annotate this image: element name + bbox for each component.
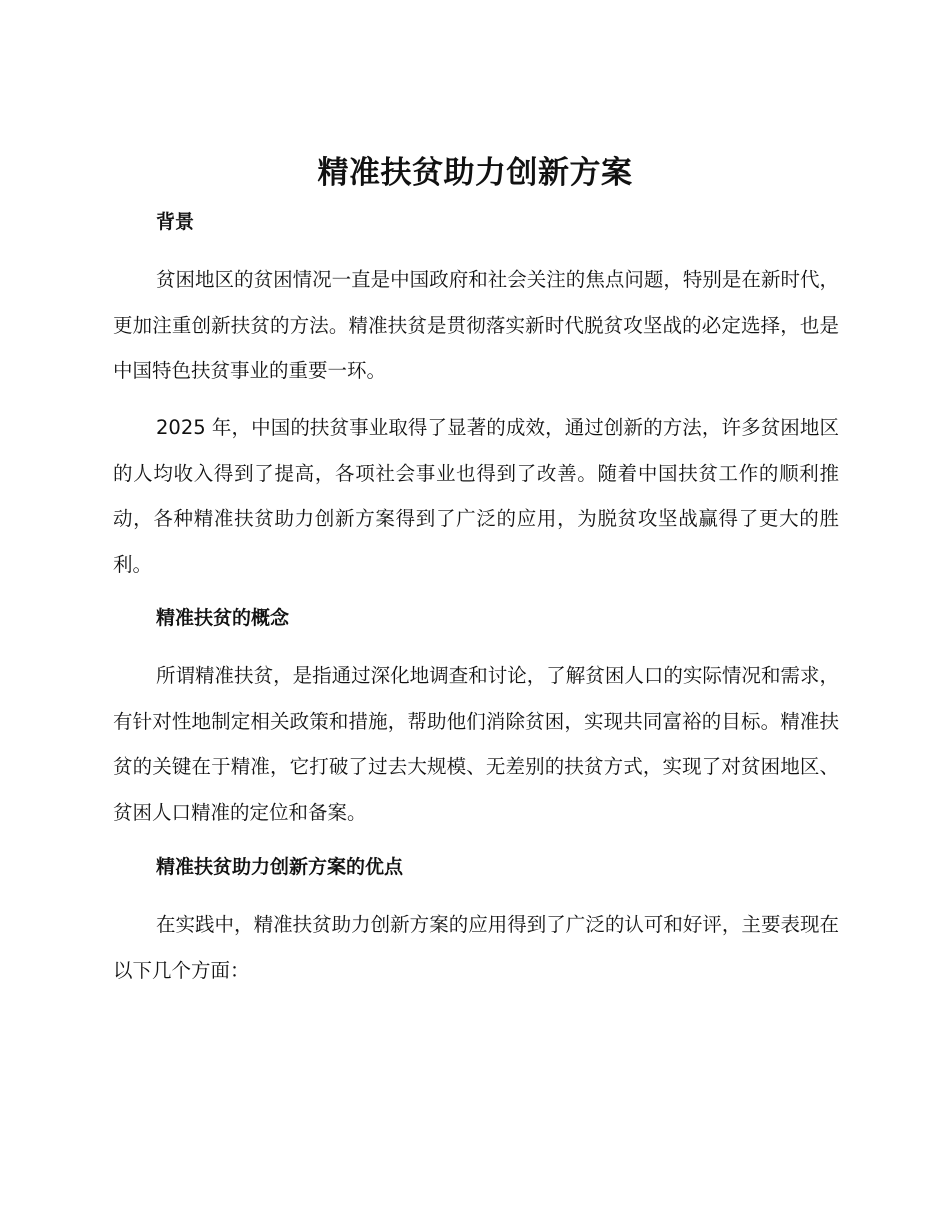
paragraph: 在实践中，精准扶贫助力创新方案的应用得到了广泛的认可和好评，主要表现在以下几个方面：: [113, 913, 839, 982]
paragraph: 2025 年，中国的扶贫事业取得了显著的成效，通过创新的方法，许多贫困地区的人均收入得到了提高，各项社会事业也得到了改善。随着中国扶贫工作的顺利推动，各种精准扶贫助力创新方案得到了广泛的应用，为脱贫攻坚战赢得了更大的胜利。: [113, 416, 839, 576]
section-heading-background: 背景: [156, 211, 195, 233]
paragraph: 所谓精准扶贫，是指通过深化地调查和讨论，了解贫困人口的实际情况和需求，有针对性地制定相关政策和措施，帮助他们消除贫困，实现共同富裕的目标。精准扶贫的关键在于精准，它打破了过去大规模、无差别的扶贫方式，实现了对贫困地区、贫困人口精准的定位和备案。: [113, 664, 839, 824]
document-title: 精准扶贫助力创新方案: [317, 155, 633, 191]
section-heading-concept: 精准扶贫的概念: [156, 607, 290, 629]
paragraph: 贫困地区的贫困情况一直是中国政府和社会关注的焦点问题，特别是在新时代，更加注重创新扶贫的方法。精准扶贫是贯彻落实新时代脱贫攻坚战的必定选择，也是中国特色扶贫事业的重要一环。: [113, 268, 839, 382]
section-heading-advantages: 精准扶贫助力创新方案的优点: [156, 856, 404, 878]
